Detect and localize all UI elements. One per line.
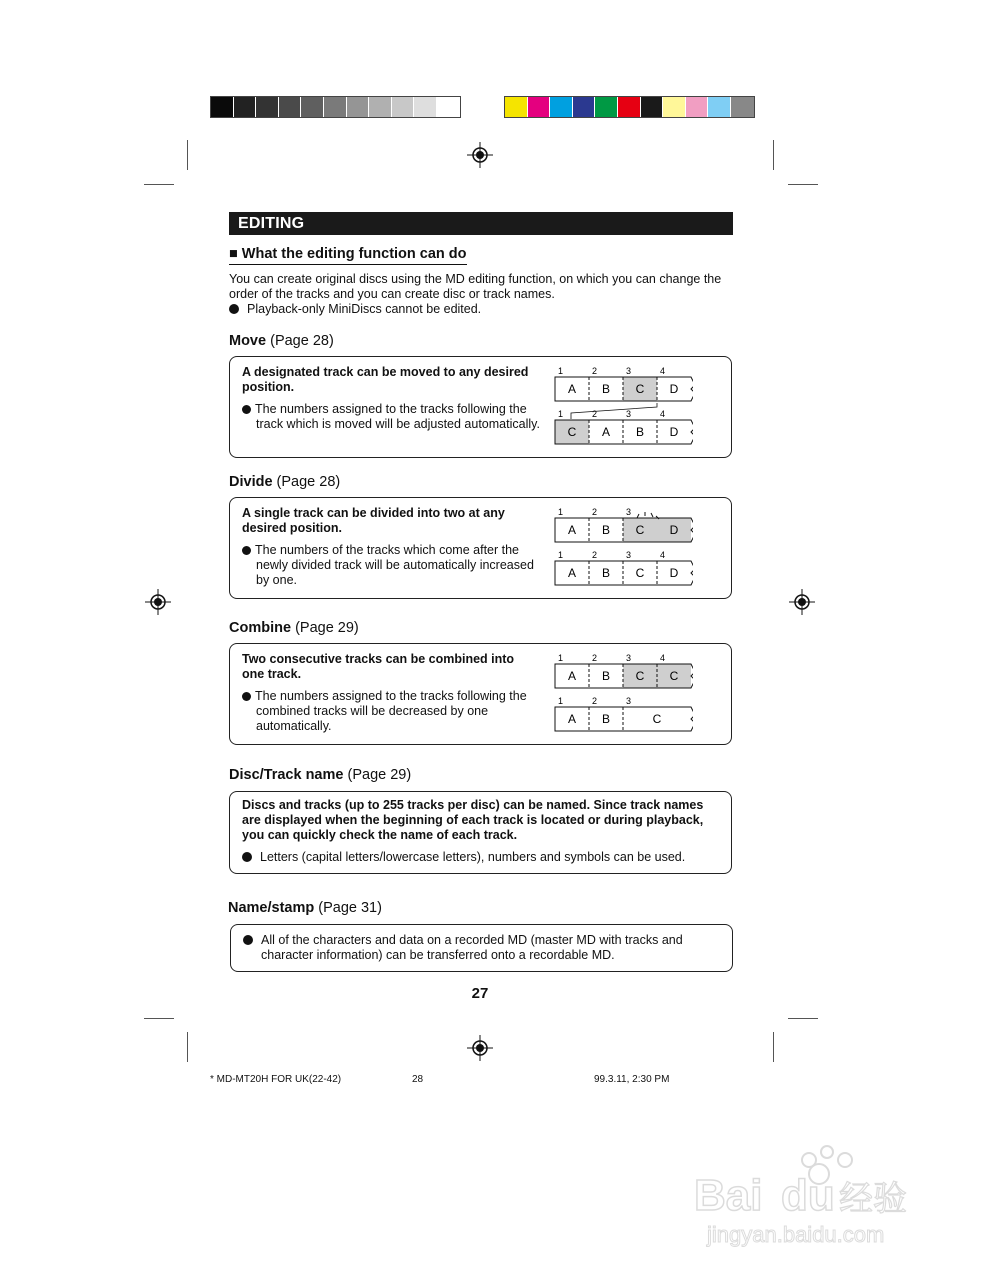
color-swatch — [663, 97, 686, 117]
track-number: 3 — [626, 508, 632, 517]
color-swatch — [573, 97, 596, 117]
bullet-icon — [242, 852, 252, 862]
grayscale-bar — [210, 96, 461, 118]
track-number: 4 — [660, 654, 666, 663]
color-swatch — [641, 97, 664, 117]
track-cell-label: B — [601, 566, 611, 580]
color-swatch — [256, 97, 279, 117]
square-bullet-icon: ■ — [229, 246, 238, 262]
track-cell-label: C — [567, 425, 577, 439]
track-cell-label: C — [652, 712, 662, 726]
name-note: Letters (capital letters/lowercase letters), numbers and symbols can be used. — [242, 850, 685, 865]
move-note: The numbers assigned to the tracks following the track which is moved will be adjusted automatically. — [242, 402, 546, 432]
track-cell-label: D — [669, 425, 679, 439]
registration-mark-icon — [145, 589, 171, 615]
track-number: 1 — [558, 696, 564, 706]
track-number: 1 — [558, 508, 564, 517]
divide-lead: A single track can be divided into two at any desired position. — [242, 506, 505, 535]
divide-note: The numbers of the tracks which come after the newly divided track will be automatically increased by one. — [242, 543, 546, 588]
footer-center: 28 — [412, 1074, 424, 1085]
track-cell-label: B — [601, 712, 611, 726]
move-lead: A designated track can be moved to any desired position. — [242, 365, 529, 394]
track-number: 3 — [626, 367, 632, 376]
bullet-icon — [242, 546, 251, 555]
combine-title: Combine (Page 29) — [229, 620, 359, 636]
track-number: 3 — [626, 550, 632, 560]
combine-note: The numbers assigned to the tracks following the combined tracks will be decreased by one automatically. — [242, 689, 546, 734]
color-swatch — [528, 97, 551, 117]
track-number: 4 — [660, 367, 666, 376]
cut-indicator — [651, 513, 653, 517]
registration-mark-icon — [467, 1035, 493, 1061]
crop-mark — [187, 140, 188, 170]
baidu-watermark-logo — [689, 1140, 929, 1250]
svg-text:Bai: Bai — [694, 1171, 763, 1220]
section-title: EDITING — [229, 212, 733, 235]
bullet-icon — [229, 304, 239, 314]
registration-mark-icon — [467, 142, 493, 168]
color-swatch — [392, 97, 415, 117]
track-number: 1 — [558, 550, 564, 560]
track-cell-label: A — [567, 669, 577, 683]
move-title: Move (Page 28) — [229, 333, 334, 349]
color-swatch — [731, 97, 754, 117]
bullet-icon — [243, 935, 253, 945]
intro-text: You can create original discs using the MD editing function, on which you can change the order of the tracks and you can create disc or track names. — [229, 272, 722, 301]
svg-text:du: du — [781, 1171, 835, 1220]
crop-mark — [144, 184, 174, 185]
track-cell-label: D — [669, 523, 679, 537]
move-diagram — [553, 367, 693, 451]
color-swatch — [347, 97, 370, 117]
color-swatch — [369, 97, 392, 117]
track-cell-label: A — [601, 425, 611, 439]
track-number: 4 — [660, 409, 666, 419]
track-cell-label: B — [601, 523, 611, 537]
crop-mark — [788, 1018, 818, 1019]
track-number: 3 — [626, 696, 632, 706]
track-number: 2 — [592, 409, 598, 419]
combine-diagram — [553, 654, 693, 738]
color-swatch — [550, 97, 573, 117]
page-number: 27 — [471, 985, 489, 1002]
track-number: 2 — [592, 367, 598, 376]
divide-diagram — [553, 508, 693, 592]
color-swatch — [708, 97, 731, 117]
track-number: 1 — [558, 367, 564, 376]
stamp-title: Name/stamp (Page 31) — [228, 900, 382, 916]
divide-box — [229, 497, 732, 599]
color-swatch — [505, 97, 528, 117]
color-swatch — [234, 97, 257, 117]
move-box — [229, 356, 732, 458]
subheading-label: What the editing function can do — [241, 246, 467, 262]
name-lead: Discs and tracks (up to 255 tracks per disc) can be named. Since track names are displayed when the beginning of each track is located or during playback, you can quickly check the name of each track. — [242, 798, 704, 842]
track-number: 3 — [626, 654, 632, 663]
registration-mark-icon — [789, 589, 815, 615]
crop-mark — [773, 1032, 774, 1062]
track-number: 2 — [592, 696, 598, 706]
color-swatch — [279, 97, 302, 117]
track-cell-label: B — [635, 425, 645, 439]
bullet-icon — [242, 692, 251, 701]
color-swatch — [211, 97, 234, 117]
track-cell-label: C — [669, 669, 679, 683]
track-cell-label: A — [567, 566, 577, 580]
track-cell-label: C — [635, 566, 645, 580]
track-number: 2 — [592, 550, 598, 560]
stamp-note: All of the characters and data on a recorded MD (master MD with tracks and character information) can be transferred onto a recordable MD. — [243, 933, 721, 963]
color-swatch — [324, 97, 347, 117]
color-swatch — [301, 97, 324, 117]
cut-indicator — [637, 514, 639, 518]
subheading — [229, 246, 467, 265]
color-swatch — [686, 97, 709, 117]
footer-left: * MD-MT20H FOR UK(22-42) — [210, 1074, 342, 1085]
combine-lead: Two consecutive tracks can be combined into one track. — [242, 652, 515, 681]
track-number: 2 — [592, 654, 598, 663]
name-title: Disc/Track name (Page 29) — [229, 767, 412, 783]
track-number: 1 — [558, 654, 564, 663]
track-cell-label: D — [669, 566, 679, 580]
track-cell-label: B — [601, 382, 611, 396]
stamp-box — [230, 924, 733, 972]
svg-text:经验: 经验 — [839, 1179, 907, 1219]
color-bar — [504, 96, 755, 118]
track-number: 2 — [592, 508, 598, 517]
name-box — [229, 791, 732, 874]
crop-mark — [773, 140, 774, 170]
divide-title: Divide (Page 28) — [229, 474, 341, 490]
track-cell-label: C — [635, 669, 645, 683]
svg-text:jingyan.baidu.com: jingyan.baidu.com — [707, 1222, 885, 1247]
intro-bullet: Playback-only MiniDiscs cannot be edited. — [229, 302, 739, 317]
crop-mark — [144, 1018, 174, 1019]
track-cell-label: C — [635, 523, 645, 537]
color-swatch — [437, 97, 460, 117]
track-number: 3 — [626, 409, 632, 419]
track-number: 4 — [660, 550, 666, 560]
track-cell-label: A — [567, 382, 577, 396]
footer-right: 99.3.11, 2:30 PM — [594, 1074, 670, 1085]
bullet-icon — [242, 405, 251, 414]
track-cell-label: A — [567, 523, 577, 537]
track-cell-label: C — [635, 382, 645, 396]
track-cell-label: B — [601, 669, 611, 683]
color-swatch — [414, 97, 437, 117]
move-arrow — [571, 403, 657, 419]
track-cell-label: A — [567, 712, 577, 726]
crop-mark — [788, 184, 818, 185]
color-swatch — [595, 97, 618, 117]
combine-box — [229, 643, 732, 745]
track-cell-label: D — [669, 382, 679, 396]
crop-mark — [187, 1032, 188, 1062]
intro-paragraph — [229, 272, 739, 317]
track-number: 1 — [558, 409, 564, 419]
color-swatch — [618, 97, 641, 117]
